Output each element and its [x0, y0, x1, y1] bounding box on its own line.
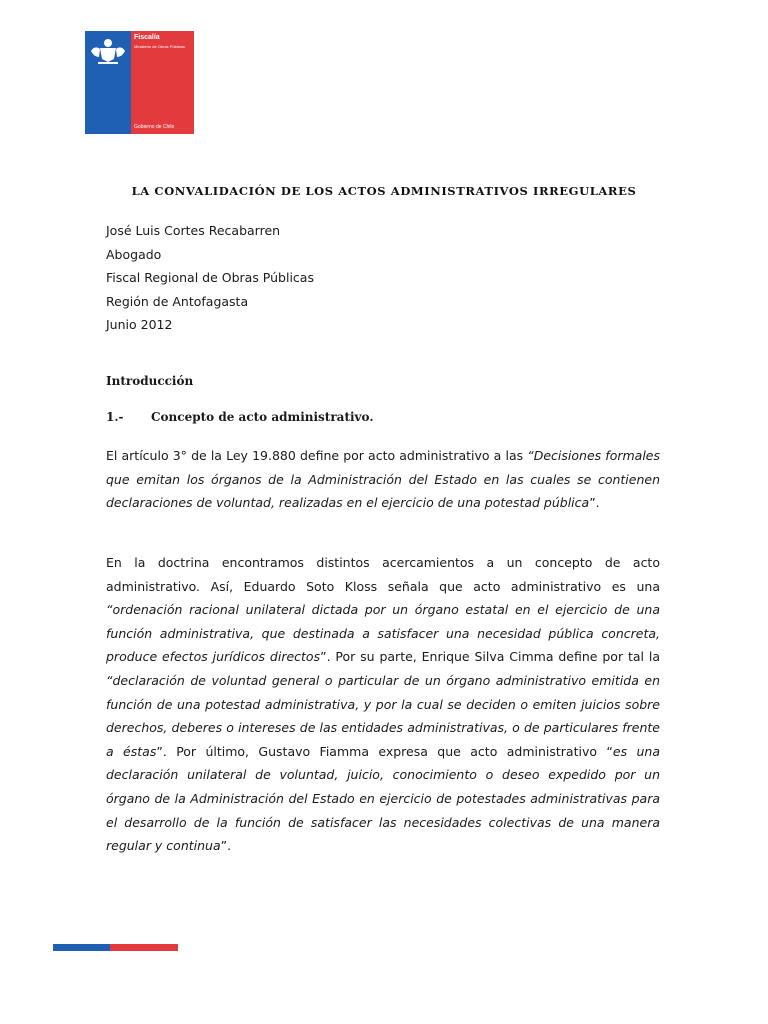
author-block — [106, 219, 314, 337]
logo-red-panel — [131, 31, 194, 134]
p1-quote: “Decisiones formales que emitan los órganos de la Administración del Estado en las cuales se contienen declaraciones de voluntad, realizadas en el ejercicio de una potestad pública — [106, 448, 660, 511]
chile-coat-of-arms-icon — [89, 35, 127, 65]
section-title: Concepto de acto administrativo. — [151, 410, 374, 424]
p2-text-a: En la doctrina encontramos distintos acercamientos a un concepto de acto administrativo. Así, Eduardo Soto Kloss señala que acto administrativo es una — [106, 555, 660, 594]
document-title: LA CONVALIDACIÓN DE LOS ACTOS ADMINISTRATIVOS IRREGULARES — [131, 184, 637, 198]
section-number: 1.- — [106, 410, 124, 424]
footer-bar-blue — [53, 944, 110, 951]
p1-text-a: El artículo 3° de la Ley 19.880 define por acto administrativo a las — [106, 448, 528, 463]
logo-subtitle: Ministerio de Obras Públicas — [134, 44, 185, 49]
logo-title: Fiscalía — [134, 34, 160, 41]
footer-bar-red — [110, 944, 178, 951]
p2-text-c: ”. Por su parte, Enrique Silva Cimma define por tal la — [320, 649, 660, 665]
p2-quote-soto-kloss: “ordenación racional unilateral dictada por un órgano estatal en el ejercicio de una función administrativa, que destinada a satisfacer una necesidad pública concreta, produce efectos jurídicos directos — [106, 602, 660, 665]
p2-text-e: ”. Por último, Gustavo Fiamma expresa que acto administrativo “ — [156, 743, 613, 759]
paragraph-2 — [106, 551, 660, 858]
document-date: Junio 2012 — [106, 317, 173, 333]
p1-text-c: ”. — [589, 495, 600, 511]
section-heading — [106, 410, 374, 424]
paragraph-1 — [106, 444, 660, 515]
author-position: Fiscal Regional de Obras Públicas — [106, 270, 314, 286]
logo-footer: Gobierno de Chile — [134, 124, 175, 130]
p2-quote-fiamma: es una declaración unilateral de voluntad, juicio, conocimiento o deseo expedido por un órgano de la Administración del Estado en ejercicio de potestades administrativas para el desarrollo de la función de satisfacer las necesidades colectivas de una manera regular y continua — [106, 743, 660, 854]
intro-heading: Introducción — [106, 374, 194, 388]
author-profession: Abogado — [106, 246, 162, 262]
p2-text-g: ”. — [220, 838, 232, 854]
p2-quote-silva-cimma: “declaración de voluntad general o particular de un órgano administrativo emitida en función de una potestad administrativa, y por la cual se deciden o emiten juicios sobre derechos, deberes o intereses de las entidades administrativas, o de particulares frente a éstas — [106, 672, 660, 759]
footer-flag-bar — [53, 944, 178, 951]
author-name: José Luis Cortes Recabarren — [106, 223, 281, 238]
author-region: Región de Antofagasta — [106, 293, 249, 309]
fiscalia-logo — [85, 31, 194, 134]
logo-blue-panel — [85, 31, 131, 134]
